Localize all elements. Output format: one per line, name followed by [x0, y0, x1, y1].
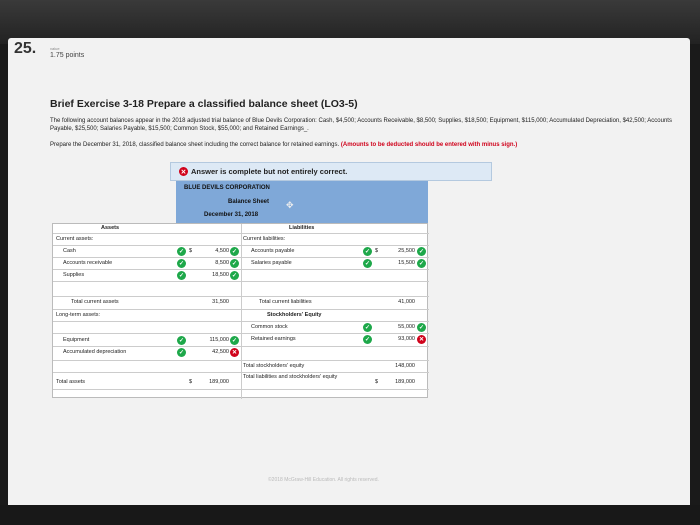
current-assets-label: Current assets:	[56, 236, 94, 242]
total-stockholders-equity-label: Total stockholders' equity	[243, 363, 305, 369]
incorrect-icon: ✕	[180, 168, 187, 176]
cash-value[interactable]: 4,500	[215, 248, 229, 254]
stockholders-equity-heading: Stockholders' Equity	[267, 312, 322, 318]
check-icon: ✓	[418, 261, 425, 267]
incorrect-icon: ✕	[418, 337, 425, 343]
total-current-assets-value: 31,500	[212, 299, 229, 305]
dollar-sign: $	[189, 248, 193, 254]
common-stock-label: Common stock	[251, 324, 288, 330]
check-icon: ✓	[364, 249, 371, 255]
question-number: 25.	[14, 40, 37, 57]
check-icon: ✓	[231, 261, 238, 267]
check-icon: ✓	[231, 338, 238, 344]
ar-label: Accounts receivable	[63, 260, 113, 266]
check-icon: ✓	[364, 337, 371, 343]
sheet-title: Balance Sheet	[228, 199, 270, 205]
check-icon: ✓	[178, 350, 185, 356]
total-liabilities-equity-label: Total liabilities and stockholders' equity	[243, 374, 338, 380]
ar-value[interactable]: 8,500	[215, 260, 229, 266]
retained-earnings-value[interactable]: 93,000	[398, 336, 415, 342]
check-icon: ✓	[418, 249, 425, 255]
accumulated-depreciation-value[interactable]: 42,500	[212, 349, 229, 355]
salaries-payable-value[interactable]: 15,500	[398, 260, 415, 266]
liabilities-heading: Liabilities	[289, 225, 315, 231]
answer-status-box	[170, 162, 492, 181]
cash-label: Cash	[63, 248, 76, 254]
sheet-date: December 31, 2018	[204, 212, 259, 218]
total-assets-label: Total assets	[56, 379, 86, 385]
total-assets-value: 189,000	[209, 379, 229, 385]
total-stockholders-equity-value: 148,000	[395, 363, 415, 369]
assets-heading: Assets	[101, 225, 120, 231]
check-icon: ✓	[178, 338, 185, 344]
move-cursor-icon: ✥	[286, 200, 294, 210]
instructions-note: (Amounts to be deducted should be entered with minus sign.)	[340, 142, 518, 148]
check-icon: ✓	[231, 273, 238, 279]
company-name: BLUE DEVILS CORPORATION	[184, 185, 270, 191]
answer-status-text: Answer is complete but not entirely correct.	[191, 167, 348, 176]
equipment-label: Equipment	[63, 337, 90, 343]
dollar-sign: $	[375, 248, 379, 254]
supplies-value[interactable]: 18,500	[212, 272, 229, 278]
balance-sheet-header	[176, 181, 428, 223]
current-liabilities-label: Current liabilities:	[243, 236, 286, 242]
copyright-footer: ©2018 McGraw-Hill Education. All rights reserved.	[268, 477, 379, 483]
check-icon: ✓	[178, 273, 185, 279]
total-current-assets-label: Total current assets	[71, 299, 119, 305]
supplies-label: Supplies	[63, 272, 85, 278]
accounts-payable-label: Accounts payable	[251, 248, 295, 254]
long-term-assets-label: Long-term assets:	[56, 312, 101, 318]
check-icon: ✓	[364, 325, 371, 331]
balance-sheet-table	[52, 223, 428, 398]
check-icon: ✓	[364, 261, 371, 267]
exercise-title: Brief Exercise 3-18 Prepare a classified balance sheet (LO3-5)	[50, 98, 358, 110]
dollar-sign: $	[189, 379, 193, 385]
equipment-value[interactable]: 115,000	[209, 337, 229, 343]
common-stock-value[interactable]: 55,000	[398, 324, 415, 330]
instructions-text: Prepare the December 31, 2018, classified balance sheet including the correct balance for retained earnings.	[50, 142, 340, 148]
dollar-sign: $	[375, 379, 379, 385]
accumulated-depreciation-label: Accumulated depreciation	[63, 349, 127, 355]
instructions	[50, 142, 690, 148]
accounts-payable-value[interactable]: 25,500	[398, 248, 415, 254]
monitor-bezel-bottom	[0, 505, 700, 525]
total-current-liabilities-value: 41,000	[398, 299, 415, 305]
value-label: value	[50, 46, 60, 51]
check-icon: ✓	[178, 261, 185, 267]
salaries-payable-label: Salaries payable	[251, 260, 292, 266]
incorrect-icon: ✕	[231, 350, 238, 356]
check-icon: ✓	[178, 249, 185, 255]
check-icon: ✓	[231, 249, 238, 255]
retained-earnings-label: Retained earnings	[251, 336, 296, 342]
points-label	[50, 46, 84, 59]
total-current-liabilities-label: Total current liabilities	[259, 299, 312, 305]
points-value: 1.75 points	[50, 52, 85, 59]
check-icon: ✓	[418, 325, 425, 331]
total-liabilities-equity-value: 189,000	[395, 379, 415, 385]
problem-paragraph: The following account balances appear in the 2018 adjusted trial balance of Blue Devils Corporation: Cash, $4,500; Accounts Receivable, $8,500; Supplies, $18,500; Equipment, $115,000; Accumulated Depreciation, $42,500; Accounts Payable, $25,500; Salaries Payable, $15,500; Common Stock, $55,000; and Retained Earnings_.	[50, 118, 672, 132]
